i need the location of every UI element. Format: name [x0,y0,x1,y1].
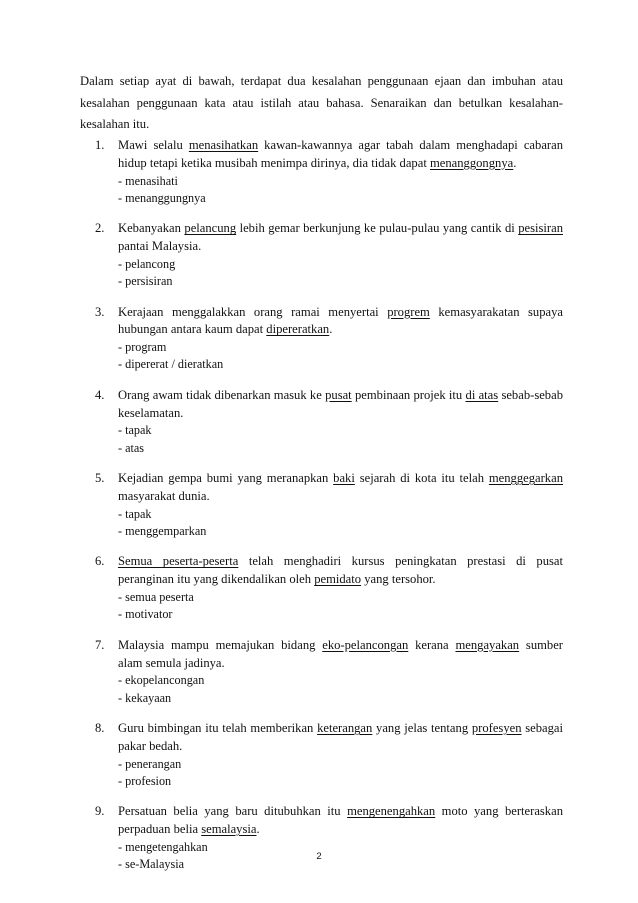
question-body [118,137,563,207]
question-body [118,637,563,707]
sentence-text: moto yang berteraskan perpaduan belia [118,804,563,837]
question-body [118,387,563,457]
underlined-error-word: semalaysia [201,822,257,837]
sentence-text: Persatuan belia yang baru ditubuhkan itu [118,804,348,819]
question-body [118,803,563,873]
sentence-text: kawan-kawannya agar tabah dalam menghadapi cabaran hidup tetapi ketika musibah menimpa dirinya, dia tidak dapat [118,138,563,170]
correction-answer: - profesion [118,773,172,788]
sentence-text: . [329,322,333,337]
correction-answer: - tapak [118,423,152,438]
sentence-text: sejarah di kota itu telah [354,471,489,486]
correction-answer: - ekopelancongan [118,673,205,688]
correction-answer: - pelancong [118,256,176,271]
underlined-error-word: pemidato [314,572,362,587]
sentence-text: telah menghadiri kursus peningkatan prestasi di pusat peranginan itu yang dikendalikan oleh [118,554,563,587]
underlined-error-word: keterangan [317,721,373,736]
correction-answer: - tapak [118,506,152,521]
question-sentence [118,220,563,256]
sentence-text: pembinaan projek itu [351,387,466,402]
correction-answer: - program [118,340,167,355]
underlined-error-word: profesyen [471,721,522,736]
correction-answer: - semua peserta [118,590,194,605]
underlined-error-word: eko-pelancongan [322,637,409,652]
question-body [118,720,563,790]
question-number: 6. [95,554,105,569]
sentence-text: sumber alam semula jadinya. [118,637,563,670]
underlined-error-word: menggegarkan [488,471,563,486]
sentence-text: masyarakat dunia. [118,488,210,503]
sentence-text: Orang awam tidak dibenarkan masuk ke [118,387,326,402]
sentence-text: yang tersohor. [361,572,436,587]
question-number: 4. [95,387,105,402]
sentence-text: kerana [408,637,456,652]
question-body [118,470,563,540]
sentence-text: . [256,822,260,837]
correction-answer: - atas [118,440,145,455]
underlined-error-word: baki [333,471,355,486]
correction-answer: - penerangan [118,756,182,771]
sentence-text: sebab-sebab keselamatan. [118,387,563,420]
correction-answer: - motivator [118,607,173,622]
question-number: 8. [95,721,105,736]
question-number: 9. [95,804,105,819]
sentence-text: . [513,155,517,170]
question-item [80,803,563,873]
correction-answer: - se-Malaysia [118,857,184,872]
sentence-text: sebagai pakar bedah. [118,721,563,753]
sentence-text: lebih gemar berkunjung ke pulau-pulau yang cantik di [236,221,519,236]
question-item [80,304,563,374]
question-sentence [118,137,563,173]
sentence-text: kemasyarakatan supaya hubungan antara kaum dapat [118,304,563,337]
question-body [118,220,563,290]
sentence-text: Malaysia mampu memajukan bidang [118,637,323,652]
question-item [80,387,563,457]
sentence-text: pantai Malaysia. [118,239,202,254]
question-number: 5. [95,471,105,486]
underlined-error-word: menasihatkan [188,138,259,152]
question-sentence [118,637,563,673]
sentence-text: Kebanyakan [118,221,185,236]
question-sentence [118,553,563,589]
sentence-text: Guru bimbingan itu telah memberikan [118,721,318,736]
correction-answer: - kekayaan [118,690,172,705]
underlined-error-word: pusat [325,387,352,402]
underlined-error-word: di atas [465,387,499,402]
page-number: 2 [316,851,322,862]
question-sentence [118,720,563,756]
question-list [80,137,563,887]
correction-answer: - menanggungnya [118,190,206,205]
question-number: 3. [95,304,105,319]
question-sentence [118,304,563,340]
correction-answer: - menggemparkan [118,523,207,538]
underlined-error-word: dipereratkan [266,322,330,337]
question-item [80,637,563,707]
underlined-error-word: mengenengahkan [347,804,436,819]
underlined-error-word: pelancung [184,221,237,236]
underlined-error-word: progrem [387,304,430,319]
question-body [118,304,563,374]
question-number: 2. [95,221,105,236]
correction-answer: - mengetengahkan [118,839,208,854]
question-item [80,220,563,290]
question-item [80,470,563,540]
question-number: 1. [95,138,105,152]
correction-answer: - persisiran [118,274,173,289]
correction-answer: - dipererat / dieratkan [118,357,224,372]
question-item [80,553,563,623]
question-sentence [118,470,563,506]
question-number: 7. [95,637,105,652]
underlined-error-word: mengayakan [455,637,520,652]
question-item [80,720,563,790]
correction-answer: - menasihati [118,173,178,188]
underlined-error-word: pesisiran [518,221,563,236]
question-item [80,137,563,207]
sentence-text: Kejadian gempa bumi yang meranapkan [118,471,334,486]
sentence-text: Mawi selalu [118,138,189,152]
question-sentence [118,387,563,423]
underlined-error-word: menanggongnya [429,155,514,170]
sentence-text: yang jelas tentang [372,721,472,736]
question-body [118,553,563,623]
instructions-paragraph: Dalam setiap ayat di bawah, terdapat dua kesalahan penggunaan ejaan dan imbuhan atau kesalahan penggunaan kata atau istilah atau bahasa. Senaraikan dan betulkan kesalahan-kesalahan itu. [80,74,563,131]
underlined-error-word: Semua peserta-peserta [118,554,239,569]
sentence-text: Kerajaan menggalakkan orang ramai menyertai [118,304,388,319]
question-sentence [118,803,563,839]
